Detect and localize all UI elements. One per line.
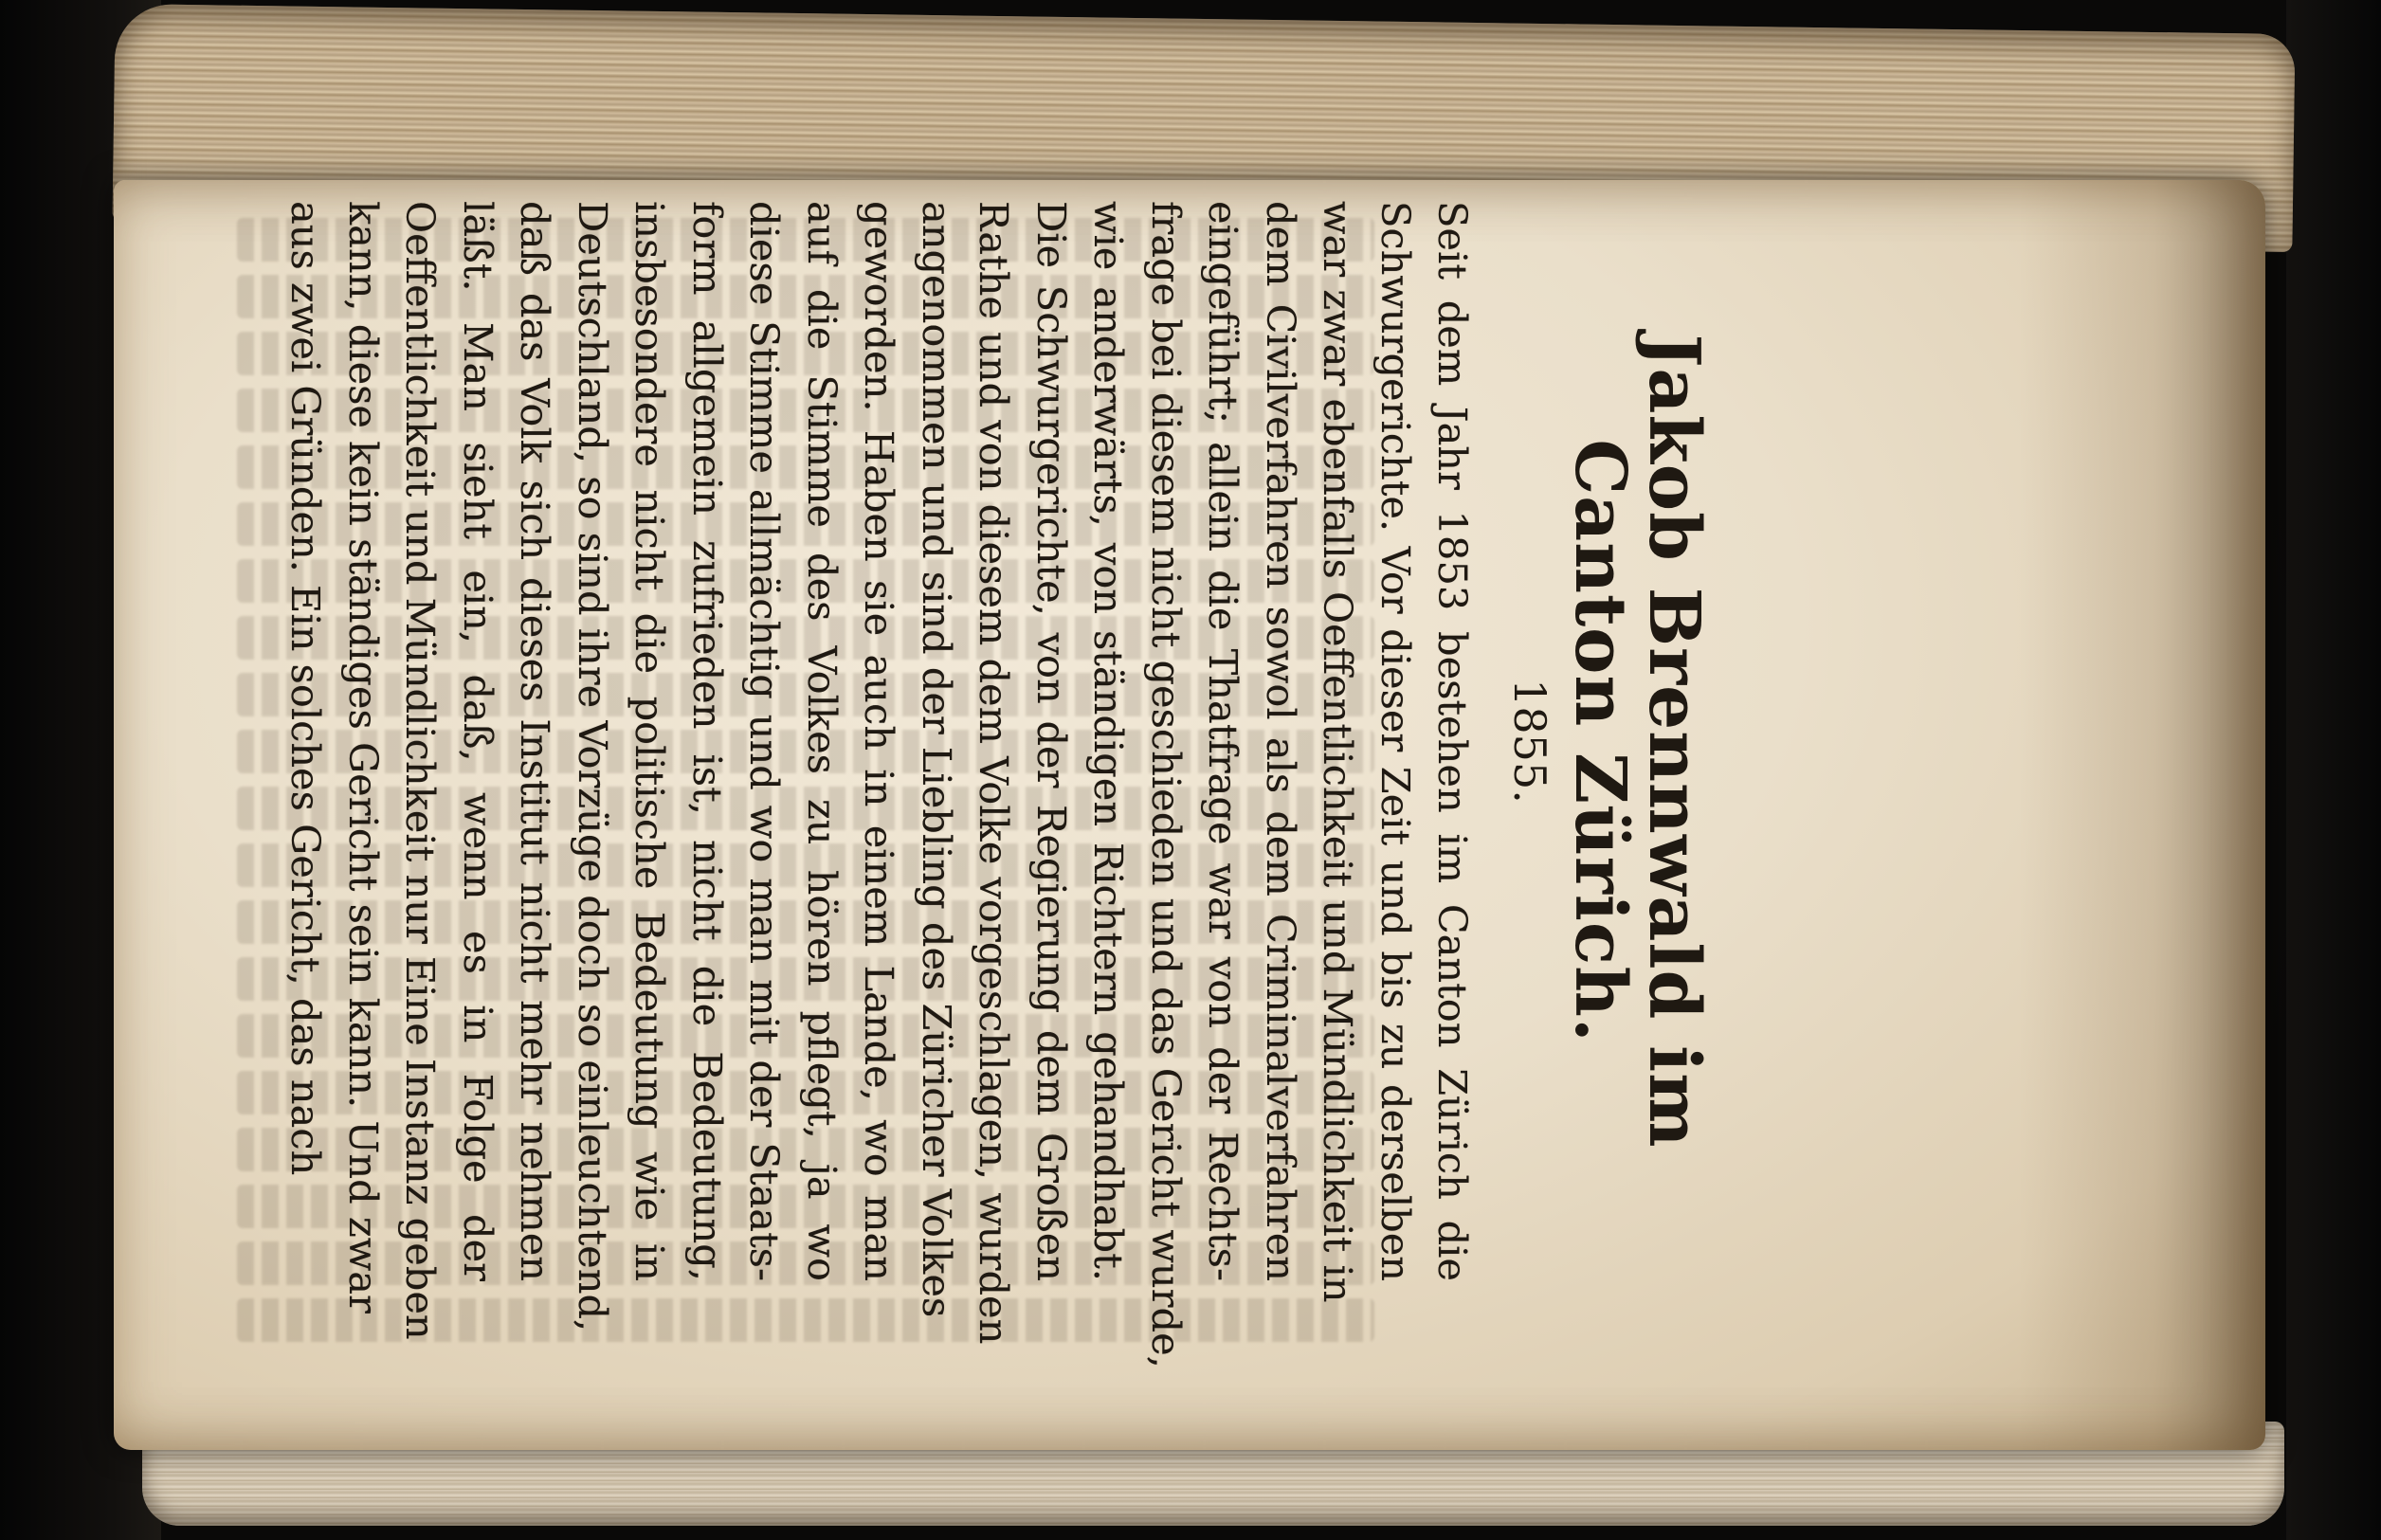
body-line: läßt. Man sieht ein, daß, wenn es in Folge der [454,201,501,1281]
body-line: geworden. Haben sie auch in einem Lande, wo man [856,201,903,1281]
body-line: kann, diese kein ständiges Gericht sein kann. Und zwar [339,201,387,1314]
article-year: 1855. [1503,679,1555,804]
body-line: Schwurgerichte. Vor dieser Zeit und bis zu derselben [1372,201,1419,1281]
body-line: Rathe und von diesem dem Volke vorgeschlagen, wurden [971,201,1018,1345]
body-line: daß das Volk sich dieses Institut nicht mehr nehmen [512,201,559,1281]
body-line: Die Schwurgerichte, von der Regierung dem Großen [1027,201,1075,1281]
body-line: angenommen und sind der Liebling des Züricher Volkes [913,201,960,1318]
body-line: form allgemein zufrieden ist, nicht die Bedeutung, [683,201,731,1281]
body-line: diese Stimme allmächtig und wo man mit der Staats- [741,201,789,1281]
body-line: dem Civilverfahren sowol als dem Criminalverfahren [1257,201,1304,1281]
book-cover-right [2286,0,2381,1540]
body-line: Deutschland, so sind ihre Vorzüge doch so einleuchtend, [569,201,616,1332]
body-line: war zwar ebenfalls Oeffentlichkeit und Mündlichkeit in [1315,201,1362,1303]
body-line: eingeführt; allein die Thatfrage war von der Rechts- [1200,201,1247,1281]
body-line: frage bei diesem nicht geschieden und das Gericht wurde, [1142,201,1190,1368]
body-line: insbesondere nicht die politische Bedeutung wie in [627,201,674,1281]
body-line: aus zwei Gründen. Ein solches Gericht, das nach [282,201,330,1176]
body-line: Seit dem Jahr 1853 bestehen im Canton Zürich die [1429,201,1477,1281]
body-line: Oeffentlichkeit und Mündlichkeit nur Eine Instanz geben [397,201,445,1340]
gutter-shadow [2019,180,2265,1450]
body-line: wie anderwärts, von ständigen Richtern gehandhabt. [1085,201,1133,1281]
body-line: auf die Stimme des Volkes zu hören pflegt, ja wo [798,201,845,1281]
article-title: Jakob Brennwald im Canton Zürich. [1559,334,1715,1149]
article-body [277,201,1481,1368]
article-text-block [282,201,1715,1368]
